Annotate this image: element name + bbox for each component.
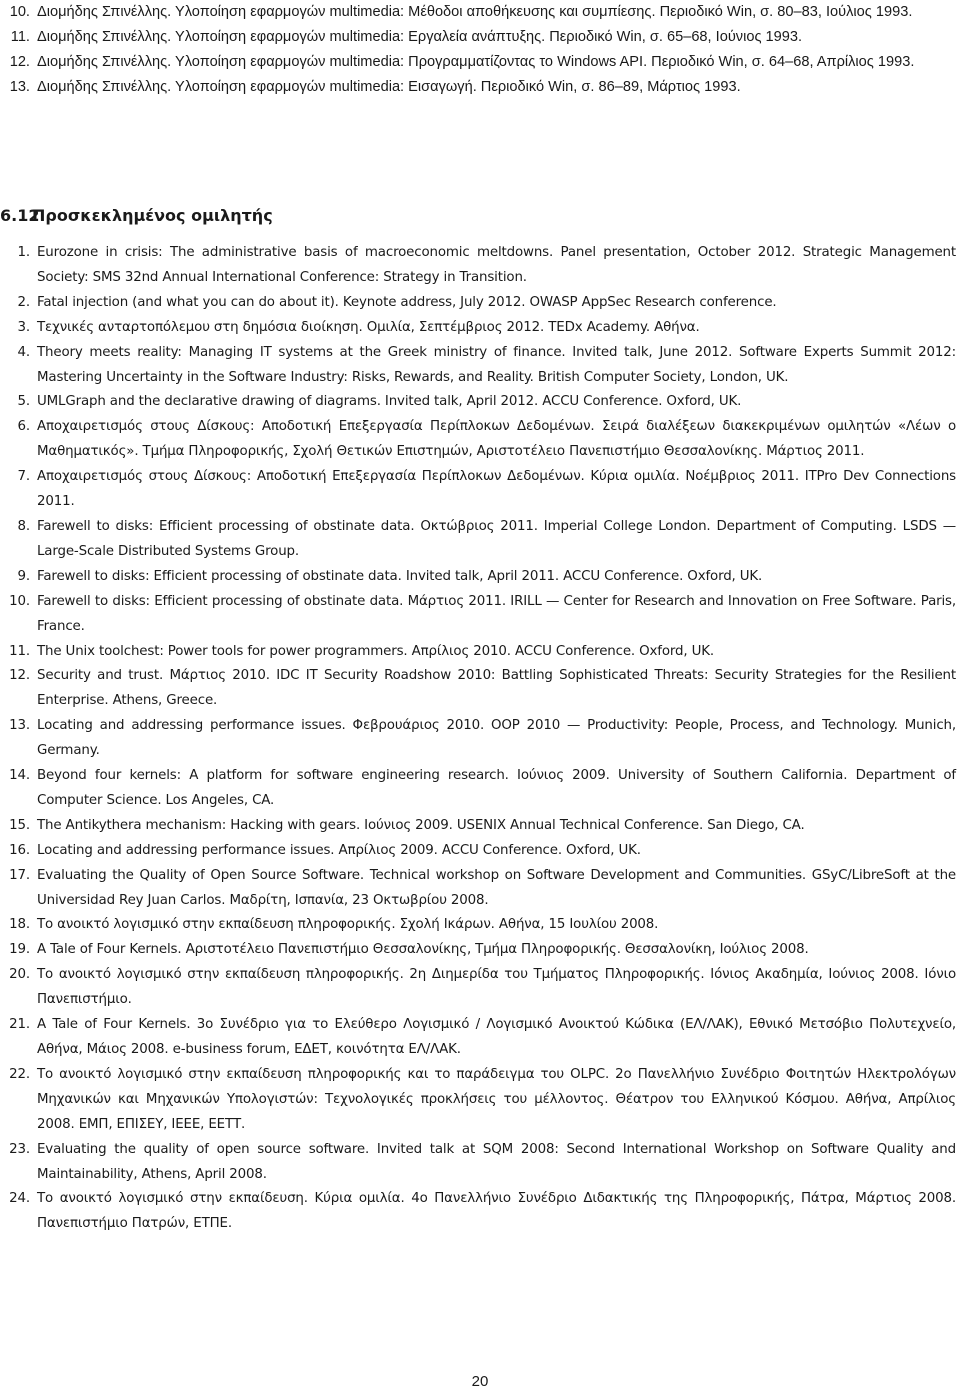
item-text: Το ανοικτό λογισμικό στην εκπαίδευση. Κύρια ομιλία. 4ο Πανελλήνιο Συνέδριο Διδακτικής της Πληροφορικής, Πάτρα, Μάρτιος 2008. Πανεπιστήμιο Πατρών, ΕΤΠΕ. — [37, 1191, 956, 1232]
item-number: 13. — [9, 718, 30, 734]
item-text: Beyond four kernels: A platform for software engineering research. Ιούνιος 2009. University of Southern California. Department of Computer Science. Los Angeles, CA. — [37, 768, 956, 808]
talk-item — [0, 390, 960, 415]
item-number: 9. — [17, 568, 30, 584]
talk-item — [0, 814, 960, 839]
talk-item — [0, 714, 960, 764]
item-text: A Tale of Four Kernels. Αριστοτέλειο Πανεπιστήμιο Θεσσαλονίκης, Τμήμα Πληροφορικής. Θεσσαλονίκη, Ιούλιος 2008. — [37, 942, 809, 958]
item-number: 11. — [10, 29, 30, 45]
section-heading — [0, 203, 273, 228]
item-text: Το ανοικτό λογισμικό στην εκπαίδευση πληροφορικής. 2η Διημερίδα του Τμήματος Πληροφορικής. Ιόνιος Ακαδημία, Ιούνιος 2008. Ιόνιο Πανεπιστήμιο. — [37, 967, 956, 1008]
item-number: 11. — [9, 643, 30, 659]
page-number: 20 — [471, 1373, 489, 1390]
item-text: Security and trust. Μάρτιος 2010. IDC IT Security Roadshow 2010: Battling Sophisticated Threats: Security Strategies for the Resilient Enterprise. Athens, Greece. — [37, 668, 956, 709]
item-number: 19. — [9, 942, 30, 958]
item-text: Διομήδης Σπινέλλης. Υλοποίηση εφαρμογών multimedia: Μέθοδοι αποθήκευσης και συμπίεσης. Περιοδικό Win, σ. 80–83, Ιούλιος 1993. — [37, 4, 913, 20]
item-text: Evaluating the quality of open source software. Invited talk at SQM 2008: Second International Workshop on Software Quality and Maintainability, Athens, April 2008. — [37, 1141, 956, 1182]
item-number: 14. — [9, 768, 30, 784]
item-number: 24. — [9, 1191, 30, 1207]
section-title: Προσκεκλημένος ομιλητής — [32, 206, 273, 225]
publication-list — [0, 0, 960, 100]
talk-item — [0, 1138, 960, 1188]
item-number: 20. — [9, 967, 30, 983]
talk-item — [0, 1187, 960, 1237]
item-text: Το ανοικτό λογισμικό στην εκπαίδευση πληροφορικής και το παράδειγμα του OLPC. 2ο Πανελλήνιο Συνέδριο Φοιτητών Ηλεκτρολόγων Μηχανικών και Μηχανικών Υπολογιστών: Τεχνολογικές προκλήσεις του μέλλοντος. Θέατρον του Ελληνικού Κόσμου. Αθήνα, Απρίλιος 2008. ΕΜΠ, ΕΠΙΣΕΥ, IEEE, ΕΕΤΤ. — [37, 1066, 956, 1132]
item-text: A Tale of Four Kernels. 3ο Συνέδριο για το Ελεύθερο Λογισμικό / Λογισμικό Ανοικτού Κώδικα (ΕΛ/ΛΑΚ), Εθνικό Μετσόβιο Πολυτεχνείο, Αθήνα, Μάιος 2008. e-business forum, ΕΔΕΤ, κοινότητα ΕΛ/ΛΑΚ. — [37, 1017, 956, 1057]
item-text: UMLGraph and the declarative drawing of diagrams. Invited talk, April 2012. ACCU Conference. Oxford, UK. — [37, 394, 742, 410]
talk-item — [0, 565, 960, 590]
item-number: 16. — [9, 842, 30, 858]
talk-item — [0, 415, 960, 465]
item-text: Farewell to disks: Efficient processing of obstinate data. Οκτώβριος 2011. Imperial College London. Department of Computing. LSDS — Large-Scale Distributed Systems Group. — [37, 518, 956, 559]
talk-item — [0, 1063, 960, 1138]
section-number: 6.12 — [0, 206, 40, 225]
item-number: 12. — [9, 54, 30, 70]
talk-item — [0, 640, 960, 665]
item-number: 21. — [9, 1017, 30, 1033]
item-text: Αποχαιρετισμός στους Δίσκους: Αποδοτική Επεξεργασία Περίπλοκων Δεδομένων. Κύρια ομιλία. Νοέμβριος 2011. ITPro Dev Connections 2011. — [37, 469, 956, 510]
talk-item — [0, 764, 960, 814]
talk-item — [0, 963, 960, 1013]
talk-item — [0, 465, 960, 515]
item-text: Locating and addressing performance issues. Φεβρουάριος 2010. OOP 2010 — Productivity: People, Process, and Technology. Munich, Germany. — [37, 718, 956, 759]
item-text: Locating and addressing performance issues. Απρίλιος 2009. ACCU Conference. Oxford, UK. — [37, 842, 641, 858]
item-text: Διομήδης Σπινέλλης. Υλοποίηση εφαρμογών multimedia: Εισαγωγή. Περιοδικό Win, σ. 86–89, Μάρτιος 1993. — [37, 79, 741, 95]
item-text: Farewell to disks: Efficient processing of obstinate data. Invited talk, April 2011. ACCU Conference. Oxford, UK. — [37, 568, 763, 584]
item-number: 12. — [9, 668, 30, 684]
item-text: Το ανοικτό λογισμικό στην εκπαίδευση πληροφορικής. Σχολή Ικάρων. Αθήνα, 15 Ιουλίου 2008. — [37, 917, 659, 933]
item-number: 7. — [17, 469, 30, 485]
item-text: Farewell to disks: Efficient processing of obstinate data. Μάρτιος 2011. IRILL — Center for Research and Innovation on Free Software. Paris, France. — [37, 593, 956, 634]
publication-item — [0, 75, 960, 100]
publication-item — [0, 50, 960, 75]
talk-item — [0, 590, 960, 640]
item-text: Eurozone in crisis: The administrative basis of macroeconomic meltdowns. Panel presentation, October 2012. Strategic Management Society: SMS 32nd Annual International Conference: Strategy in Transition. — [37, 245, 956, 285]
item-text: Αποχαιρετισμός στους Δίσκους: Αποδοτική Επεξεργασία Περίπλοκων Δεδομένων. Σειρά διαλέξεων διακεκριμένων ομιλητών «Λέων ο Μαθηματικός». Τμήμα Πληροφορικής, Σχολή Θετικών Επιστημών, Αριστοτέλειο Πανεπιστήμιο Θεσσαλονίκης. Μάρτιος 2011. — [37, 419, 956, 460]
item-text: Evaluating the Quality of Open Source Software. Technical workshop on Software Development and Communities. GSyC/LibreSoft at the Universidad Rey Juan Carlos. Μαδρίτη, Ισπανία, 23 Οκτωβρίου 2008. — [37, 867, 956, 908]
talk-item — [0, 316, 960, 341]
talk-item — [0, 839, 960, 864]
item-number: 6. — [17, 419, 30, 435]
item-text: Fatal injection (and what you can do about it). Keynote address, July 2012. OWASP AppSec Research conference. — [37, 294, 777, 310]
item-number: 13. — [9, 79, 30, 95]
item-number: 4. — [17, 344, 30, 360]
talk-item — [0, 664, 960, 714]
item-number: 1. — [17, 245, 30, 260]
item-number: 3. — [17, 319, 30, 335]
item-number: 10. — [9, 593, 30, 609]
item-text: Τεχνικές ανταρτοπόλεμου στη δημόσια διοίκηση. Ομιλία, Σεπτέμβριος 2012. TEDx Academy. Αθήνα. — [37, 319, 700, 335]
talk-item — [0, 515, 960, 565]
item-number: 22. — [9, 1066, 30, 1082]
item-number: 23. — [9, 1141, 30, 1157]
item-number: 15. — [9, 817, 30, 833]
item-text: The Unix toolchest: Power tools for power programmers. Απρίλιος 2010. ACCU Conference. Oxford, UK. — [37, 643, 714, 659]
talk-item — [0, 291, 960, 316]
item-number: 5. — [17, 394, 30, 410]
talk-item — [0, 241, 960, 291]
talk-item — [0, 864, 960, 914]
item-number: 17. — [9, 867, 30, 883]
talk-item — [0, 1013, 960, 1063]
publication-item — [0, 0, 960, 25]
talk-item — [0, 938, 960, 963]
item-number: 10. — [9, 4, 30, 20]
item-number: 8. — [17, 518, 30, 534]
item-number: 2. — [17, 294, 30, 310]
publication-item — [0, 25, 960, 50]
talk-item — [0, 341, 960, 391]
item-text: The Antikythera mechanism: Hacking with gears. Ιούνιος 2009. USENIX Annual Technical Conference. San Diego, CA. — [37, 817, 805, 833]
item-text: Διομήδης Σπινέλλης. Υλοποίηση εφαρμογών multimedia: Προγραμματίζοντας το Windows API. Περιοδικό Win, σ. 64–68, Απρίλιος 1993. — [37, 54, 915, 70]
invited-talks-list — [0, 241, 960, 1237]
item-text: Theory meets reality: Managing IT systems at the Greek ministry of finance. Invited talk, June 2012. Software Experts Summit 2012: Mastering Uncertainty in the Software Industry: Risks, Rewards, and Reality. British Computer Society, London, UK. — [37, 344, 956, 385]
item-text: Διομήδης Σπινέλλης. Υλοποίηση εφαρμογών multimedia: Εργαλεία ανάπτυξης. Περιοδικό Win, σ. 65–68, Ιούνιος 1993. — [37, 29, 803, 45]
item-number: 18. — [9, 917, 30, 933]
talk-item — [0, 913, 960, 938]
